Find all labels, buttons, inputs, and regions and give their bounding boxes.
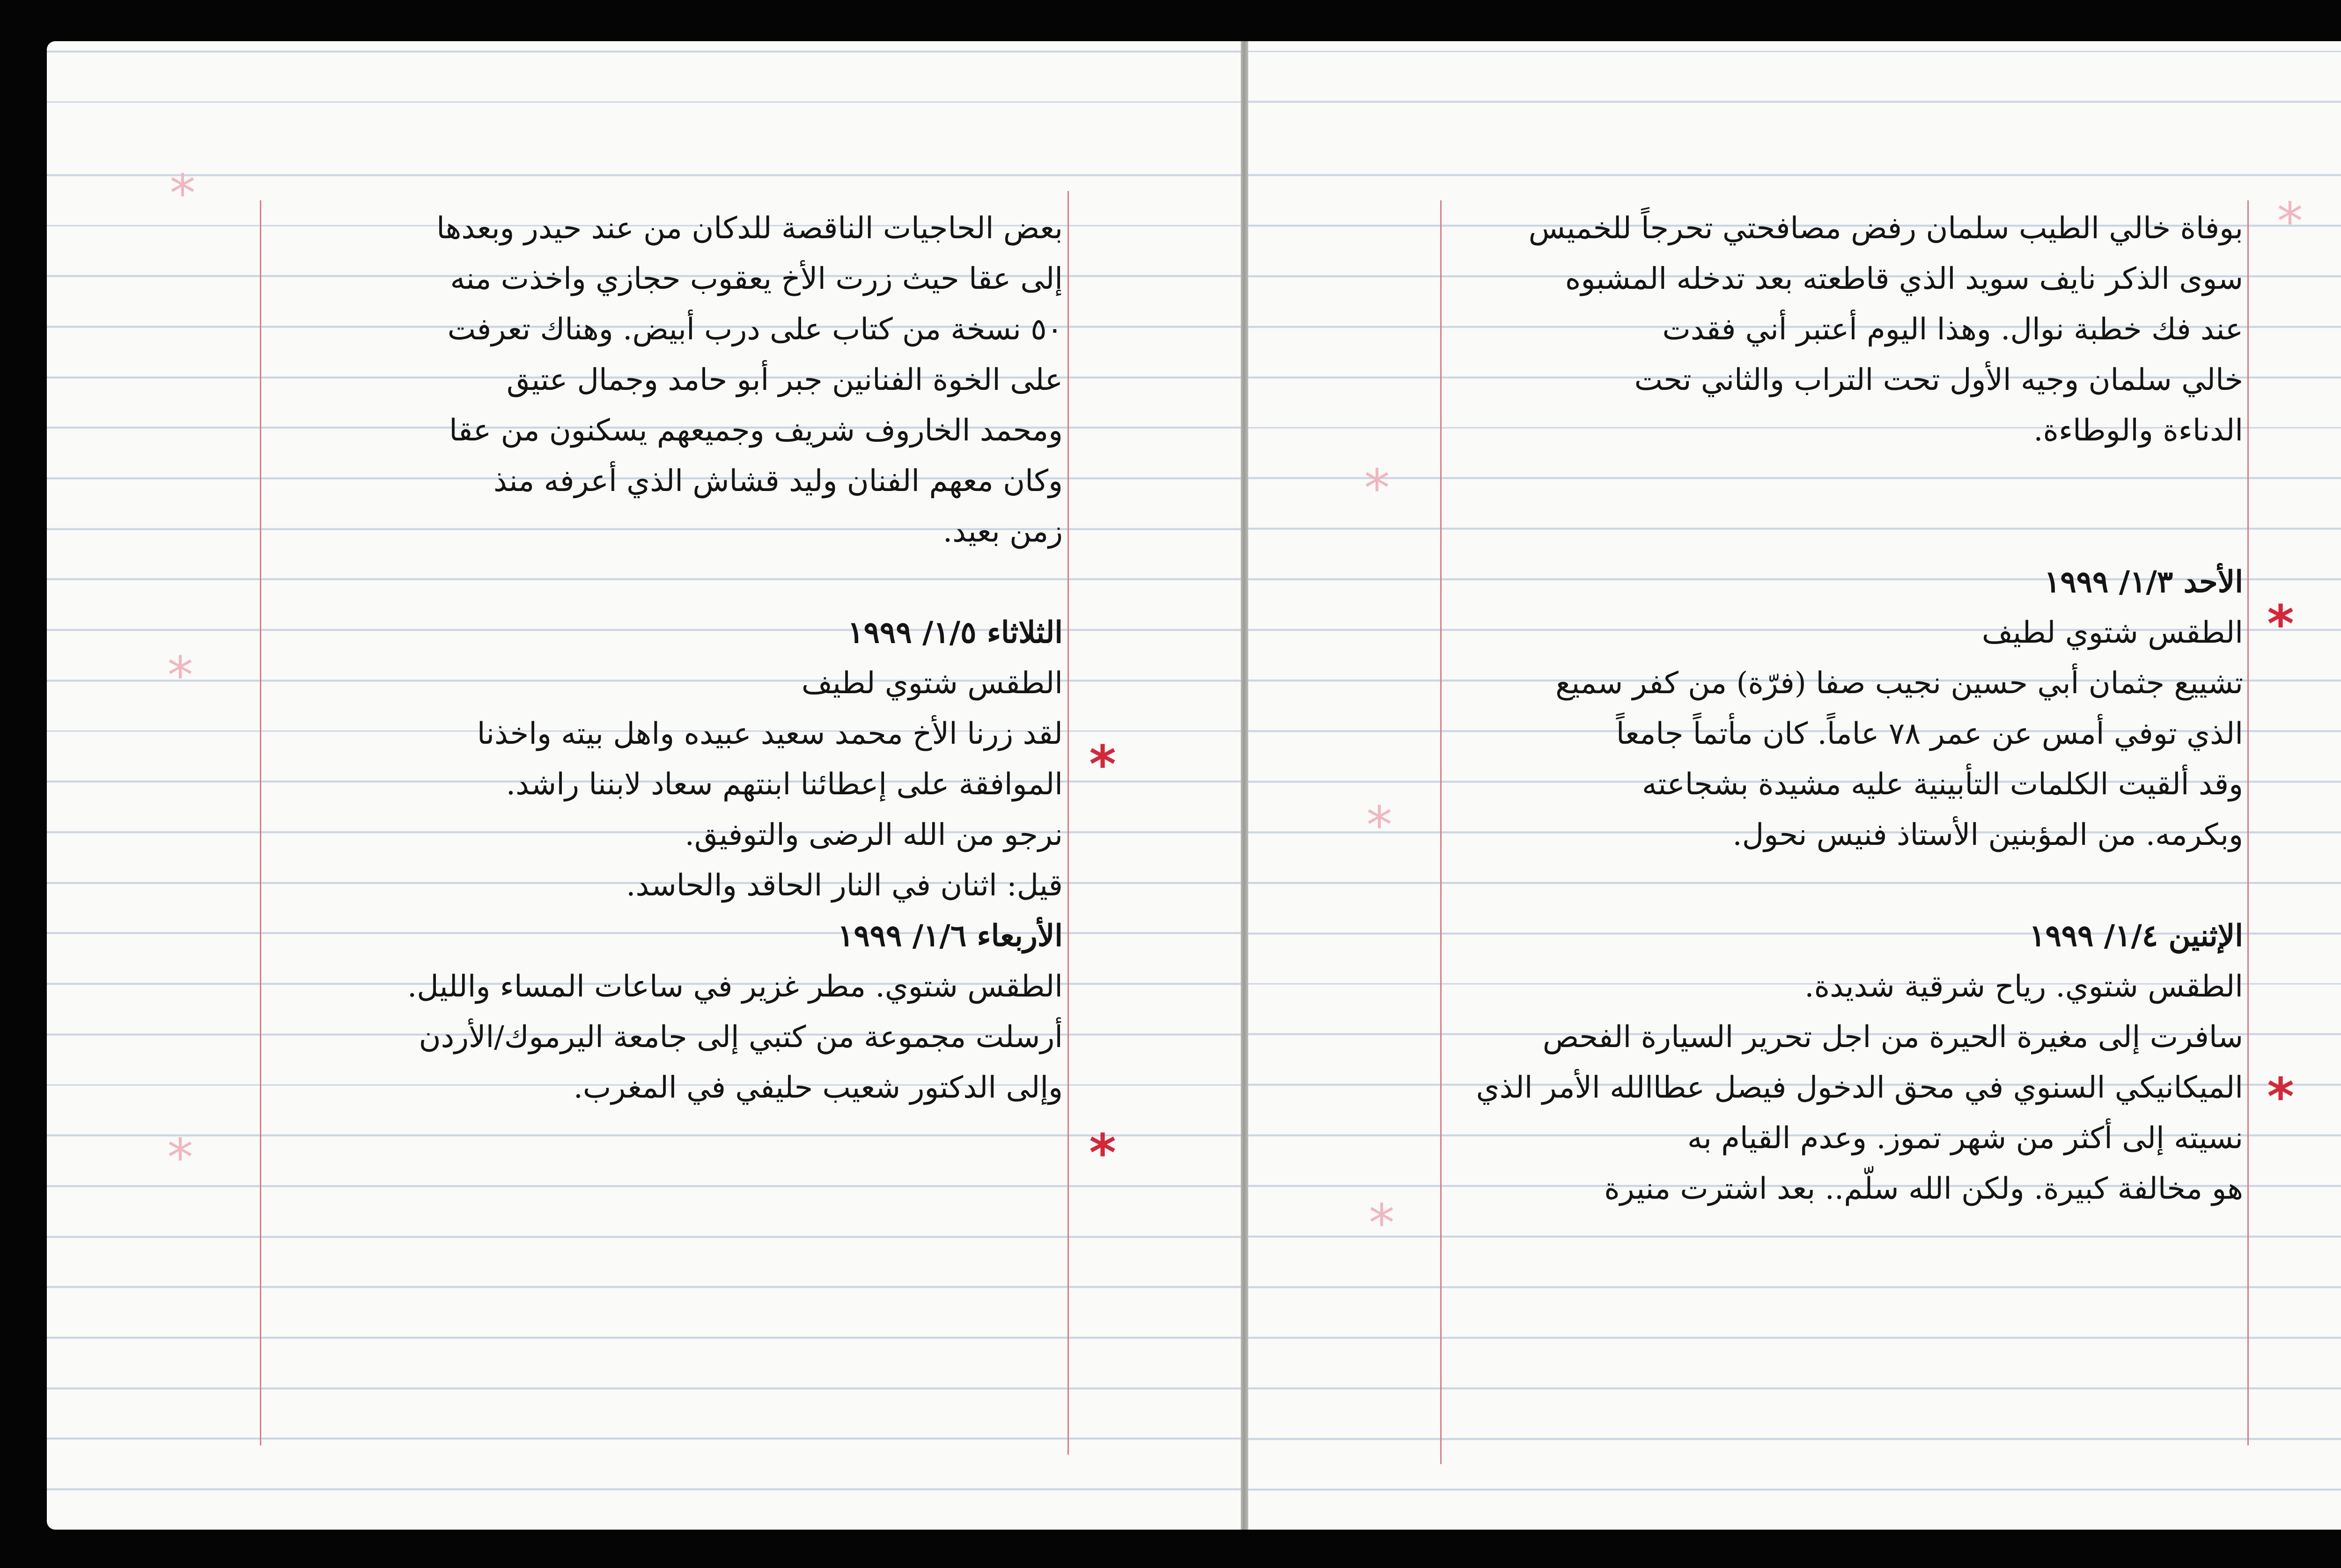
left-page-text [267, 203, 1063, 1113]
handwritten-line: تشييع جثمان أبي حسين نجيب صفا (فرّة) من كفر سميع [1555, 666, 2243, 701]
faint-star-mark: * [1366, 795, 1392, 855]
handwritten-line: الذي توفي أمس عن عمر ٧٨ عاماً. كان مأتماً جامعاً [1616, 717, 2243, 751]
faint-star-mark: * [2277, 191, 2303, 251]
handwritten-line: أرسلت مجموعة من كتبي إلى جامعة اليرموك/الأردن [419, 1020, 1063, 1055]
handwritten-line: زمن بعيد. [942, 514, 1063, 549]
faint-star-mark: * [167, 1128, 193, 1187]
handwritten-line: على الخوة الفنانين جبر أبو حامد وجمال عتيق [506, 363, 1063, 397]
entry-star-mark: * [1089, 734, 1116, 794]
handwritten-line: وقد ألقيت الكلمات التأبينية عليه مشيدة بشجاعته [1642, 767, 2243, 802]
entry-date: الإثنين ١/٤/ ١٩٩٩ [2029, 918, 2243, 953]
entry-star-mark: * [1089, 1123, 1116, 1183]
left-page [47, 41, 1241, 1530]
handwritten-line: الميكانيكي السنوي في محق الدخول فيصل عطاالله الأمر الذي [1476, 1070, 2243, 1105]
handwritten-line: الدناءة والوطاءة. [2033, 413, 2243, 448]
handwritten-line: إلى عقا حيث زرت الأخ يعقوب حجازي واخذت منه [450, 262, 1063, 296]
right-margin-line [2247, 200, 2249, 1445]
right-margin-line [1067, 191, 1069, 1455]
entry-date: الأربعاء ١/٦/ ١٩٩٩ [837, 918, 1063, 953]
handwritten-line: بوفاة خالي الطيب سلمان رفض مصافحتي تحرجاً للخميس [1528, 211, 2243, 246]
notebook-spread [22, 27, 2341, 1537]
handwritten-line: لقد زرنا الأخ محمد سعيد عبيده واهل بيته واخذنا [477, 717, 1063, 751]
handwritten-line: ٥٠ نسخة من كتاب على درب أبيض. وهناك تعرفت [447, 312, 1063, 347]
handwritten-line: هو مخالفة كبيرة. ولكن الله سلّم.. بعد اشترت منيرة [1604, 1172, 2243, 1206]
handwritten-line: الطقس شتوي لطيف [801, 666, 1063, 701]
faint-star-mark: * [167, 645, 193, 705]
handwritten-line: ومحمد الخاروف شريف وجميعهم يسكنون من عقا [449, 413, 1063, 448]
handwritten-line: بعض الحاجيات الناقصة للدكان من عند حيدر وبعدها [436, 211, 1063, 246]
entry-star-mark: * [2267, 1067, 2294, 1127]
handwritten-line: خالي سلمان وجيه الأول تحت التراب والثاني تحت [1634, 363, 2243, 397]
handwritten-line: سوى الذكر نايف سويد الذي قاطعته بعد تدخله المشبوه [1565, 262, 2243, 296]
left-margin-line [260, 200, 261, 1445]
handwritten-line: وإلى الدكتور شعيب حليفي في المغرب. [573, 1070, 1063, 1105]
handwritten-line: نرجو من الله الرضى والتوفيق. [685, 818, 1063, 852]
faint-star-mark: * [169, 163, 196, 223]
handwritten-line: وبكرمه. من المؤبنين الأستاذ فنيس نحول. [1732, 818, 2243, 852]
faint-star-mark: * [1369, 1193, 1395, 1253]
right-page [1248, 41, 2341, 1530]
handwritten-line: قيل: اثنان في النار الحاقد والحاسد. [626, 868, 1063, 903]
handwritten-line: وكان معهم الفنان وليد قشاش الذي أعرفه منذ [493, 464, 1063, 498]
handwritten-line: الطقس شتوي لطيف [1981, 615, 2243, 650]
handwritten-line: عند فك خطبة نوال. وهذا اليوم أعتبر أني فقدت [1662, 312, 2243, 347]
faint-star-mark: * [1364, 458, 1390, 518]
entry-date: الأحد ١/٣/ ١٩٩٩ [2044, 564, 2243, 600]
handwritten-line: سافرت إلى مغيرة الحيرة من اجل تحرير السيارة الفحص [1542, 1020, 2243, 1055]
entry-star-mark: * [2267, 594, 2294, 654]
handwritten-line: نسيته إلى أكثر من شهر تموز. وعدم القيام به [1687, 1121, 2243, 1156]
right-page-text [1447, 203, 2243, 1214]
entry-date: الثلاثاء ١/٥/ ١٩٩٩ [847, 615, 1063, 650]
handwritten-line: الموافقة على إعطائنا ابنتهم سعاد لابننا راشد. [506, 767, 1063, 802]
handwritten-line: الطقس شتوي. رياح شرقية شديدة. [1804, 969, 2243, 1004]
handwritten-line: الطقس شتوي. مطر غزير في ساعات المساء والليل. [407, 969, 1063, 1004]
left-margin-line [1440, 200, 1442, 1464]
